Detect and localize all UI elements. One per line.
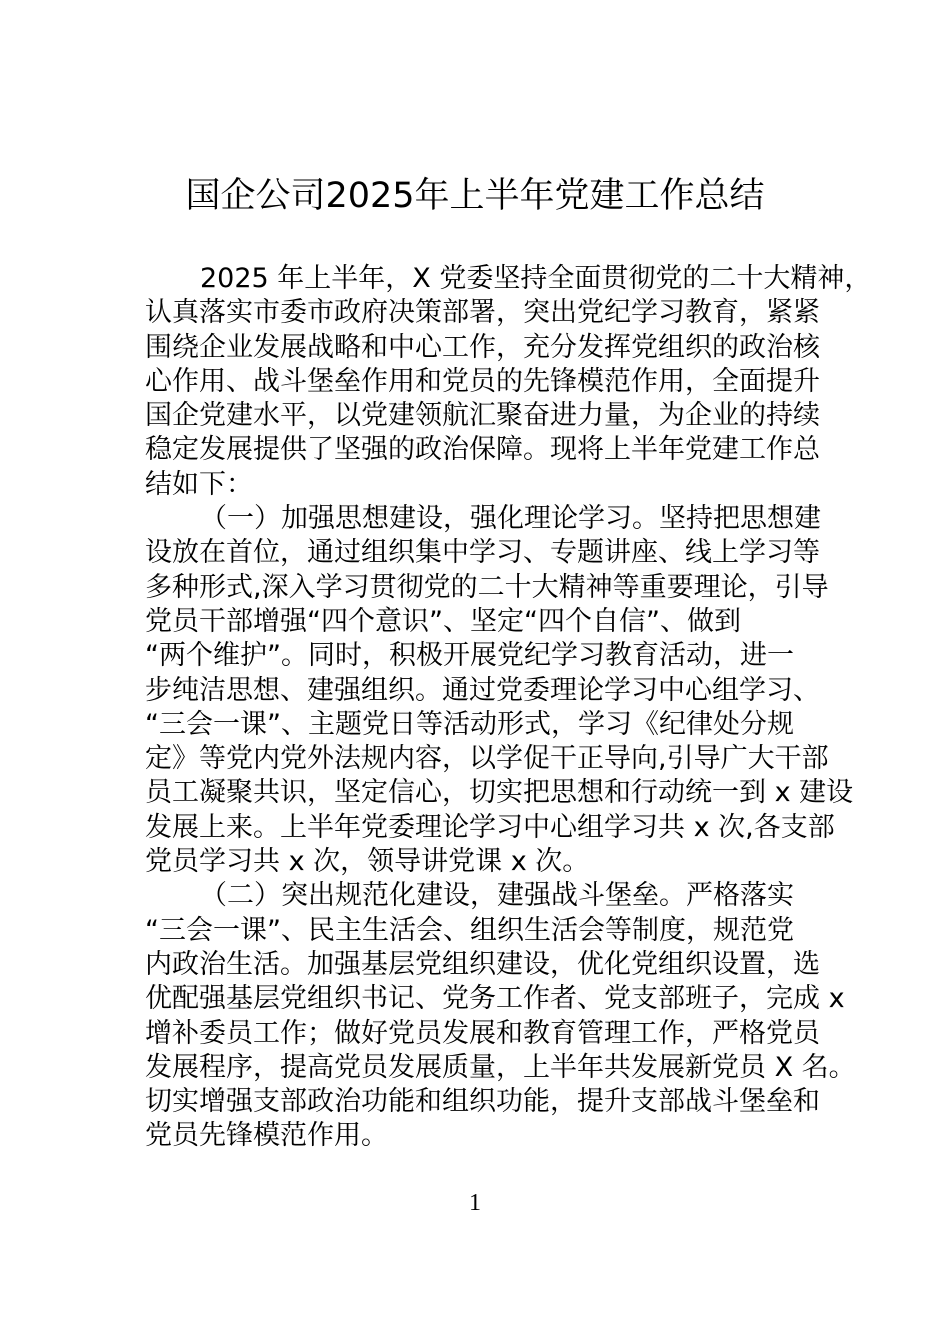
- document-body: [145, 262, 872, 1154]
- text-line: 发展程序，提高党员发展质量，上半年共发展新党员 X 名。: [145, 1051, 856, 1083]
- text-line: 增补委员工作；做好党员发展和教育管理工作，严格党员: [145, 1017, 820, 1049]
- text-line: 党员学习共 x 次，领导讲党课 x 次。: [145, 846, 590, 878]
- paragraph-intro: [145, 262, 872, 502]
- text-line: 多种形式,深入学习贯彻党的二十大精神等重要理论，引导: [145, 571, 829, 603]
- document-title: 国企公司2025年上半年党建工作总结: [185, 176, 765, 216]
- text-line: 发展上来。上半年党委理论学习中心组学习共 x 次,各支部: [145, 811, 835, 843]
- paragraph-section-2: [145, 879, 856, 1153]
- text-line: 党员干部增强“四个意识”、坚定“四个自信”、做到: [145, 605, 741, 637]
- section-heading-line: （一）加强思想建设，强化理论学习。坚持把思想建: [200, 503, 821, 535]
- text-line: 步纯洁思想、建强组织。通过党委理论学习中心组学习、: [145, 674, 820, 706]
- paragraph-section-1: [145, 502, 854, 879]
- text-line: “两个维护”。同时，积极开展党纪学习教育活动，进一: [145, 640, 794, 672]
- text-line: 内政治生活。加强基层党组织建设，优化党组织设置，选: [145, 948, 820, 980]
- text-line: 定》等党内党外法规内容，以学促干正导向,引导广大干部: [145, 743, 829, 775]
- text-line: 设放在首位，通过组织集中学习、专题讲座、线上学习等: [145, 537, 820, 569]
- text-line: 围绕企业发展战略和中心工作，充分发挥党组织的政治核: [145, 331, 820, 363]
- text-line: 员工凝聚共识，坚定信心，切实把思想和行动统一到 x 建设: [145, 777, 854, 809]
- text-line: 心作用、战斗堡垒作用和党员的先锋模范作用，全面提升: [145, 365, 820, 397]
- text-line: 2025 年上半年，X 党委坚持全面贯彻党的二十大精神，: [200, 263, 872, 294]
- text-line: 党员先锋模范作用。: [145, 1120, 388, 1152]
- text-line: 结如下：: [145, 468, 253, 500]
- text-line: 优配强基层党组织书记、党务工作者、党支部班子，完成 x: [145, 983, 845, 1015]
- text-line: “三会一课”、主题党日等活动形式，学习《纪律处分规: [145, 708, 794, 740]
- text-line: 认真落实市委市政府决策部署，突出党纪学习教育，紧紧: [145, 297, 820, 329]
- page-number: 1: [469, 1190, 481, 1216]
- text-line: “三会一课”、民主生活会、组织生活会等制度，规范党: [145, 914, 794, 946]
- text-line: 国企党建水平，以党建领航汇聚奋进力量，为企业的持续: [145, 400, 820, 432]
- section-heading-line: （二）突出规范化建设，建强战斗堡垒。严格落实: [200, 880, 794, 912]
- text-line: 稳定发展提供了坚强的政治保障。现将上半年党建工作总: [145, 434, 820, 466]
- text-line: 切实增强支部政治功能和组织功能，提升支部战斗堡垒和: [145, 1086, 820, 1118]
